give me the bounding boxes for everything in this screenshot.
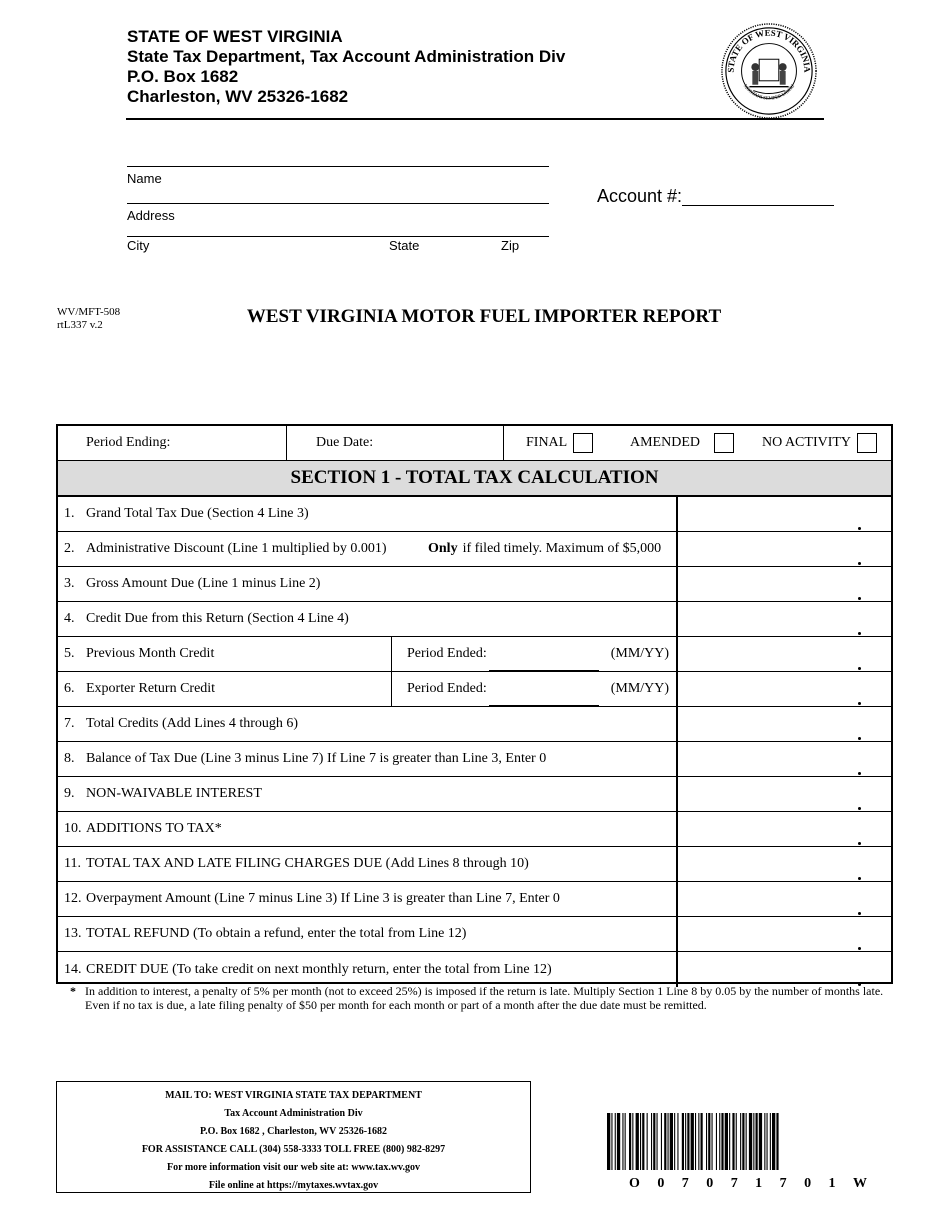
- amount-field[interactable]: [676, 882, 891, 916]
- line-description: Grand Total Tax Due (Section 4 Line 3): [86, 506, 309, 521]
- line-number: 14.: [64, 961, 82, 977]
- mail-to: MAIL TO: WEST VIRGINIA STATE TAX DEPARTMENT: [165, 1090, 422, 1101]
- decimal-point: [858, 807, 861, 810]
- line-number: 6.: [64, 681, 75, 696]
- amount-field[interactable]: [676, 952, 891, 987]
- final-checkbox[interactable]: [573, 433, 593, 453]
- no-activity-checkbox[interactable]: [857, 433, 877, 453]
- table-row: [58, 742, 891, 777]
- footnote-text: In addition to interest, a penalty of 5% per month (not to exceed 25%) is imposed if the return is late. Multiply Section 1 Line 8 by 0.05 by the number of months late. Even if no tax is due, a late filing penalty of $50 per month for each month or part of a month after the due date must be remitted.: [85, 984, 884, 1012]
- amount-field[interactable]: [676, 497, 891, 531]
- line-description: NON-WAIVABLE INTEREST: [86, 786, 262, 801]
- mmyy-hint: (MM/YY): [610, 681, 670, 696]
- line-description: Balance of Tax Due (Line 3 minus Line 7) If Line 7 is greater than Line 3, Enter 0: [86, 751, 547, 766]
- line-number: 12.: [64, 891, 82, 906]
- barcode-char: 0: [657, 1176, 665, 1191]
- line-number: 7.: [64, 716, 75, 731]
- final-label: FINAL: [526, 435, 568, 450]
- footnote-star: *: [70, 984, 76, 998]
- decimal-point: [858, 527, 861, 530]
- barcode-char: 1: [755, 1176, 763, 1191]
- barcode-char: 7: [730, 1176, 738, 1191]
- decimal-point: [858, 667, 861, 670]
- line-number: 1.: [64, 506, 75, 521]
- period-ended-field: [407, 672, 669, 706]
- line-number: 10.: [64, 821, 82, 836]
- amount-field[interactable]: [676, 567, 891, 601]
- seal-bottom-text: MONTANI SEMPER LIBERI: [741, 83, 797, 102]
- period-ended-field: [407, 637, 669, 671]
- table-row: [58, 672, 891, 707]
- barcode-char: 1: [828, 1176, 836, 1191]
- state-label: State: [389, 238, 420, 253]
- file-online-info: File online at https://mytaxes.wvtax.gov: [208, 1180, 379, 1191]
- account-label: Account #:: [597, 186, 683, 206]
- amount-field[interactable]: [676, 602, 891, 636]
- table-row: [58, 952, 891, 987]
- po-box: P.O. Box 1682: [127, 67, 239, 86]
- line-description: Exporter Return Credit: [86, 681, 216, 696]
- period-ended-input[interactable]: [489, 654, 599, 671]
- due-date-label: Due Date:: [316, 435, 374, 450]
- table-row: [58, 497, 891, 532]
- amount-field[interactable]: [676, 812, 891, 846]
- amount-field[interactable]: [676, 847, 891, 881]
- barcode-char: O: [629, 1176, 640, 1191]
- account-number-line[interactable]: [682, 205, 834, 206]
- amount-field[interactable]: [676, 707, 891, 741]
- seal-top-text: STATE OF WEST VIRGINIA: [725, 27, 813, 73]
- decimal-point: [858, 877, 861, 880]
- amount-field[interactable]: [676, 742, 891, 776]
- barcode-char: W: [852, 1176, 867, 1191]
- decimal-point: [858, 842, 861, 845]
- amended-checkbox[interactable]: [714, 433, 734, 453]
- decimal-point: [858, 562, 861, 565]
- amount-field[interactable]: [676, 777, 891, 811]
- amended-label: AMENDED: [630, 435, 700, 450]
- amount-field[interactable]: [676, 637, 891, 671]
- amount-field[interactable]: [676, 672, 891, 706]
- line-number: 3.: [64, 576, 75, 591]
- line-number: 4.: [64, 611, 75, 626]
- decimal-point: [858, 947, 861, 950]
- mmyy-hint: (MM/YY): [610, 646, 670, 661]
- city-state-zip: Charleston, WV 25326-1682: [127, 87, 349, 106]
- agency-header: [127, 27, 565, 107]
- discount-note-emphasis: Only: [428, 541, 458, 556]
- tax-calculation-table: [56, 424, 893, 984]
- address-line[interactable]: [127, 203, 549, 204]
- website-info: For more information visit our web site at: www.tax.wv.gov: [166, 1162, 421, 1173]
- barcode-char: 7: [779, 1176, 787, 1191]
- line-number: 9.: [64, 786, 75, 801]
- amount-field[interactable]: [676, 532, 891, 566]
- line-number: 2.: [64, 541, 75, 556]
- mailing-instructions: [56, 1081, 531, 1193]
- department-name: State Tax Department, Tax Account Administration Div: [127, 47, 566, 66]
- table-row: [58, 847, 891, 882]
- barcode-char: 0: [706, 1176, 714, 1191]
- state-seal-icon: [720, 22, 818, 120]
- discount-note: [428, 532, 661, 566]
- barcode-icon: [607, 1113, 887, 1170]
- discount-note-text: if filed timely. Maximum of $5,000: [462, 541, 662, 556]
- state-name: STATE OF WEST VIRGINIA: [127, 27, 343, 46]
- period-ended-input[interactable]: [489, 689, 599, 706]
- line-number: 5.: [64, 646, 75, 661]
- line-description: Previous Month Credit: [86, 646, 215, 661]
- table-row: [58, 882, 891, 917]
- line-description: TOTAL TAX AND LATE FILING CHARGES DUE (Add Lines 8 through 10): [86, 856, 529, 871]
- form-version: rtL337 v.2: [57, 319, 103, 331]
- decimal-point: [858, 772, 861, 775]
- line-number: 11.: [64, 856, 81, 871]
- line-description: Total Credits (Add Lines 4 through 6): [86, 716, 299, 731]
- decimal-point: [858, 632, 861, 635]
- barcode-char: 7: [681, 1176, 689, 1191]
- section1-header: [58, 461, 891, 497]
- period-ending-label: Period Ending:: [86, 435, 171, 450]
- line-number: 13.: [64, 926, 82, 941]
- amount-field[interactable]: [676, 917, 891, 951]
- line-description: Overpayment Amount (Line 7 minus Line 3) If Line 3 is greater than Line 7, Enter 0: [86, 891, 560, 906]
- period-ended-label: Period Ended:: [407, 681, 487, 696]
- decimal-point: [858, 737, 861, 740]
- zip-label: Zip: [501, 238, 520, 253]
- city-label: City: [127, 238, 150, 253]
- line-description: Administrative Discount (Line 1 multiplied by 0.001): [86, 541, 387, 556]
- no-activity-label: NO ACTIVITY: [762, 435, 852, 450]
- decimal-point: [858, 597, 861, 600]
- mail-address: P.O. Box 1682 , Charleston, WV 25326-1682: [199, 1126, 388, 1137]
- period-row: [58, 426, 891, 461]
- line-description: Credit Due from this Return (Section 4 Line 4): [86, 611, 349, 626]
- decimal-point: [858, 702, 861, 705]
- line-description: CREDIT DUE (To take credit on next monthly return, enter the total from Line 12): [86, 961, 552, 977]
- line-description: TOTAL REFUND (To obtain a refund, enter the total from Line 12): [86, 926, 467, 941]
- table-row: [58, 917, 891, 952]
- table-row: [58, 707, 891, 742]
- decimal-point: [858, 912, 861, 915]
- form-code: WV/MFT-508: [57, 306, 121, 318]
- table-row: [58, 637, 891, 672]
- table-row: [58, 532, 891, 567]
- table-row: [58, 602, 891, 637]
- table-row: [58, 812, 891, 847]
- address-label: Address: [127, 208, 175, 223]
- table-row: [58, 567, 891, 602]
- name-line[interactable]: [127, 166, 549, 167]
- section1-title: SECTION 1 - TOTAL TAX CALCULATION: [58, 461, 891, 495]
- barcode-char: 0: [804, 1176, 812, 1191]
- assistance-phone: FOR ASSISTANCE CALL (304) 558-3333 TOLL FREE (800) 982-8297: [141, 1144, 446, 1155]
- line-description: ADDITIONS TO TAX*: [86, 821, 222, 836]
- barcode-text: [607, 1176, 887, 1192]
- table-row: [58, 777, 891, 812]
- name-label: Name: [127, 171, 162, 186]
- period-ended-label: Period Ended:: [407, 646, 487, 661]
- form-title: WEST VIRGINIA MOTOR FUEL IMPORTER REPORT: [246, 306, 722, 327]
- mail-division: Tax Account Administration Div: [224, 1108, 363, 1119]
- late-penalty-footnote: [70, 984, 890, 1012]
- line-description: Gross Amount Due (Line 1 minus Line 2): [86, 576, 321, 591]
- city-state-zip-line[interactable]: [127, 236, 549, 237]
- line-number: 8.: [64, 751, 75, 766]
